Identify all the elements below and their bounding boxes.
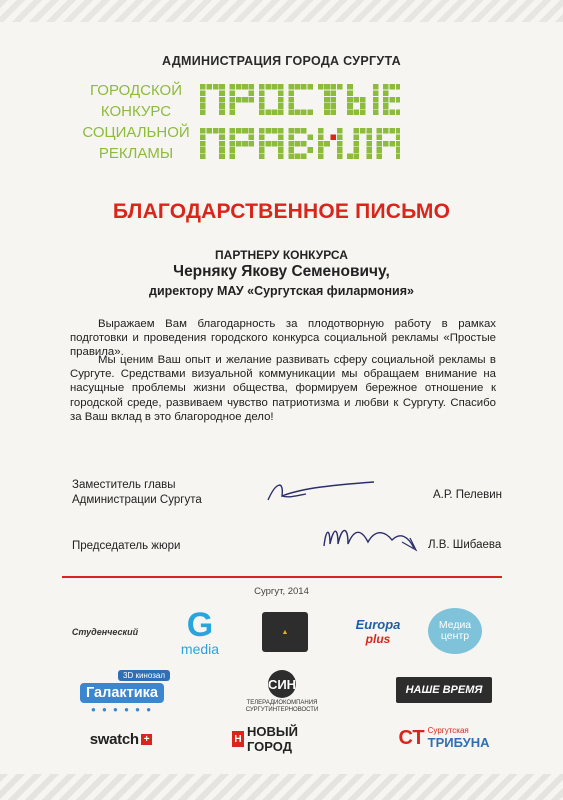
logo-pixel [278,147,284,153]
novyi-gorod-text: НОВЫЙ ГОРОД [246,724,298,754]
logo-pixel [347,84,353,90]
logo-pixel [308,147,314,153]
logo-pixel [337,141,343,147]
logo-pixel [272,110,278,116]
logo-pixel [278,128,284,134]
logo-pixel [366,128,372,134]
logo-pixel [229,154,235,160]
signatory-1-title [72,478,202,508]
galaktika-text: Галактика [80,683,164,703]
logo-pixel [389,128,395,134]
signature-2-image [316,514,426,560]
logo-pixel [242,97,248,103]
g-media-logo [174,606,226,658]
logo-pixel [354,110,360,116]
logo-pixel [200,110,206,116]
sin-text: ТЕЛЕРАДИОКОМПАНИЯ СУРГУТИНТЕРНОВОСТИ [245,700,319,713]
logo-pixel [219,141,225,147]
logo-pixel [219,103,225,109]
logo-pixel [295,154,301,160]
swatch-text: swatch [89,730,139,748]
logo-pixel [331,97,337,103]
bottom-decorative-stripes [0,774,563,800]
logo-pixel [229,84,235,90]
logo-pixel [366,141,372,147]
contest-line: РЕКЛАМЫ [98,145,174,162]
media-center-text: Медиа [438,619,472,631]
recipient-name: Черняку Якову Семеновичу, [173,263,390,280]
contest-line: СОЦИАЛЬНОЙ [82,124,190,141]
logo-pixel [242,84,248,90]
logo-pixel [389,141,395,147]
galaktika-logo [74,666,170,718]
logo-pixel [377,141,383,147]
logo-pixel [229,90,235,96]
logo-pixel [265,84,271,90]
logo-pixel [324,90,330,96]
media-center-logo [428,608,482,654]
logo-pixel [337,84,343,90]
logo-pixel [295,128,301,134]
logo-pixel [236,97,242,103]
logo-pixel [308,84,314,90]
logo-pixel [200,154,206,160]
logo-pixel [278,110,284,116]
logo-pixel [377,147,383,153]
logo-pixel [318,84,324,90]
logo-pixel [337,154,343,160]
logo-pixel [288,90,294,96]
logo-pixel [219,154,225,160]
logo-pixel [200,103,206,109]
logo-pixel [236,141,242,147]
city-and-year: Сургут, 2014 [254,586,309,597]
logo-pixel [396,134,400,140]
contest-line: ГОРОДСКОЙ [90,82,182,99]
logo-pixel [347,154,353,160]
logo-pixel [373,90,379,96]
logo-pixel [206,128,212,134]
logo-pixel [249,141,255,147]
logo-pixel [236,128,242,134]
logo-pixel [259,128,265,134]
logo-pixel [265,110,271,116]
logo-pixel [288,141,294,147]
logo-pixel [288,134,294,140]
logo-pixel [288,110,294,116]
logo-pixel [259,154,265,160]
logo-pixel [354,141,360,147]
logo-pixel [229,147,235,153]
logo-pixel [347,110,353,116]
g-media-mark: G [186,606,214,644]
novyi-gorod-logo [232,724,332,754]
logo-pixel [278,84,284,90]
logo-pixel [366,147,372,153]
logo-pixel [259,134,265,140]
europa-plus-text: plus [365,631,391,646]
logo-pixel [366,134,372,140]
tribuna-mark: СТ [398,726,425,749]
recipient-role: ПАРТНЕРУ КОНКУРСА [215,248,348,262]
logo-pixel [259,97,265,103]
logo-pixel [354,147,360,153]
logo-pixel [383,110,389,116]
signatory-1-name: А.Р. Пелевин [433,489,503,501]
logo-pixel [366,154,372,160]
logo-pixel [295,84,301,90]
logo-pixel [278,97,284,103]
logo-pixel [383,97,389,103]
logo-pixel [331,103,337,109]
logo-pixel [383,103,389,109]
logo-pixel [396,84,400,90]
student-logo: Студенческий [71,627,139,637]
logo-pixel [200,141,206,147]
swatch-plus-icon: + [141,734,153,745]
logo-pixel [347,103,353,109]
logo-pixel [324,103,330,109]
logo-pixel [219,110,225,116]
letter-paragraph-1: Выражаем Вам благодарность за плодотворную работу в рамках подготовки и проведения городского конкурса социальной рекламы «Простые правила». [70,318,496,359]
logo-pixel [259,90,265,96]
logo-pixel [206,84,212,90]
logo-pixel [396,154,400,160]
logo-pixel [318,134,324,140]
logo-pixel [219,134,225,140]
logo-pixel [278,134,284,140]
media-center-text: центр [440,630,470,642]
swatch-logo [78,728,164,750]
logo-pixel [308,134,314,140]
logo-pixel [373,97,379,103]
logo-pixel [377,128,383,134]
logo-pixel [347,90,353,96]
letter-title: БЛАГОДАРСТВЕННОЕ ПИСЬМО [112,200,451,223]
tribuna-small-text: Сургутская [427,726,469,735]
logo-pixel [308,110,314,116]
logo-pixel [236,84,242,90]
administration-heading: АДМИНИСТРАЦИЯ ГОРОДА СУРГУТА [162,54,401,68]
surgutinternovosti-logo [232,666,332,718]
recipient-position: директору МАУ «Сургутская филармония» [149,284,414,298]
sin-mark: СИН [268,670,296,698]
logo-pixel [360,103,366,109]
logo-pixel [259,147,265,153]
logo-pixel [249,97,255,103]
logo-pixel [383,141,389,147]
logo-pixel [383,128,389,134]
top-decorative-stripes [0,0,563,22]
logo-pixel [249,134,255,140]
bird-logo: ▲ [262,612,308,652]
logo-pixel [213,84,219,90]
logo-pixel [272,84,278,90]
logo-pixel [389,84,395,90]
logo-pixel [219,90,225,96]
signature-1-image [262,470,382,514]
logo-pixel [337,147,343,153]
logo-pixel [360,97,366,103]
logo-pixel [200,84,206,90]
logo-pixel [288,154,294,160]
logo-pixel [200,90,206,96]
logo-pixel [354,128,360,134]
signatory-2-title: Председатель жюри [72,540,181,552]
tribuna-text: ТРИБУНА [427,735,490,750]
logo-pixel [396,128,400,134]
logo-pixel [389,110,395,116]
logo-pixel [242,141,248,147]
logo-pixel [219,84,225,90]
europa-plus-logo [338,612,418,650]
logo-pixel [324,141,330,147]
logo-pixel [301,128,307,134]
logo-pixel [272,141,278,147]
logo-pixel [377,134,383,140]
logo-pixel [295,141,301,147]
logo-pixel [331,90,337,96]
logo-pixel [318,141,324,147]
logo-pixel [301,141,307,147]
logo-pixel [318,147,324,153]
surgutskaya-tribuna-logo [398,724,490,752]
logo-pixel [331,134,337,140]
logo-pixel [396,97,400,103]
logo-pixel [229,128,235,134]
logo-pixel [249,84,255,90]
footer-divider [62,576,502,578]
logo-pixel [301,154,307,160]
logo-pixel [229,103,235,109]
logo-pixel [295,110,301,116]
logo-pixel [213,128,219,134]
logo-pixel [377,154,383,160]
nashe-vremya-logo: НАШЕ ВРЕМЯ [396,677,492,703]
prostye-pravila-logo [200,82,400,173]
logo-pixel [396,147,400,153]
logo-pixel [383,84,389,90]
logo-pixel [337,128,343,134]
logo-pixel [200,147,206,153]
contest-line: КОНКУРС [100,103,172,120]
logo-pixel [396,110,400,116]
logo-pixel [318,154,324,160]
logo-pixel [200,134,206,140]
logo-pixel [259,103,265,109]
logo-pixel [373,84,379,90]
logo-pixel [354,154,360,160]
logo-pixel [318,128,324,134]
logo-pixel [259,84,265,90]
logo-pixel [373,103,379,109]
logo-pixel [354,97,360,103]
signatory-1-title-line: Администрации Сургута [72,494,202,506]
logo-pixel [200,128,206,134]
logo-pixel [288,147,294,153]
logo-pixel [347,97,353,103]
logo-pixel [360,128,366,134]
logo-pixel [272,128,278,134]
logo-pixel [249,128,255,134]
logo-pixel [219,128,225,134]
logo-pixel [229,141,235,147]
logo-pixel [242,128,248,134]
logo-pixel [278,90,284,96]
logo-pixel [278,141,284,147]
logo-pixel [200,97,206,103]
logo-pixel [219,97,225,103]
logo-pixel [389,97,395,103]
logo-pixel [259,110,265,116]
logo-pixel [373,110,379,116]
logo-pixel [360,110,366,116]
logo-pixel [288,97,294,103]
novyi-gorod-mark: Н [232,731,244,747]
logo-pixel [265,128,271,134]
logo-pixel [354,134,360,140]
logo-pixel [288,103,294,109]
logo-pixel [301,110,307,116]
europa-plus-text: Europa [355,616,401,632]
logo-pixel [337,134,343,140]
logo-pixel [288,128,294,134]
logo-pixel [265,141,271,147]
letter-paragraph-2: Мы ценим Ваш опыт и желание развивать сферу социальной рекламы в Сургуте. Средствами визуальной коммуникации мы обращаем внимание на насущные проблемы жизни общества, формируем бережное отношение к городской среде, развиваем чувство патриотизма и любви к Сургуту. Спасибо за Ваш вклад в это благородное дело! [70,354,496,423]
logo-pixel [278,154,284,160]
logo-pixel [278,103,284,109]
logo-pixel [301,84,307,90]
galaktika-dots-icon: ● ● ● ● ● ● [90,705,154,714]
logo-pixel [288,84,294,90]
logo-pixel [324,97,330,103]
logo-pixel [331,110,337,116]
logo-pixel [324,110,330,116]
signatory-2-name: Л.В. Шибаева [428,539,502,551]
logo-pixel [383,90,389,96]
galaktika-top-text: 3D кинозал [118,670,170,681]
logo-pixel [229,110,235,116]
logo-pixel [229,97,235,103]
g-media-text: media [180,641,220,657]
logo-pixel [249,90,255,96]
logo-pixel [229,134,235,140]
logo-pixel [324,84,330,90]
logo-pixel [331,84,337,90]
signatory-1-title-line: Заместитель главы [72,479,176,491]
contest-name [76,80,196,164]
logo-pixel [396,141,400,147]
logo-pixel [259,141,265,147]
logo-pixel [219,147,225,153]
